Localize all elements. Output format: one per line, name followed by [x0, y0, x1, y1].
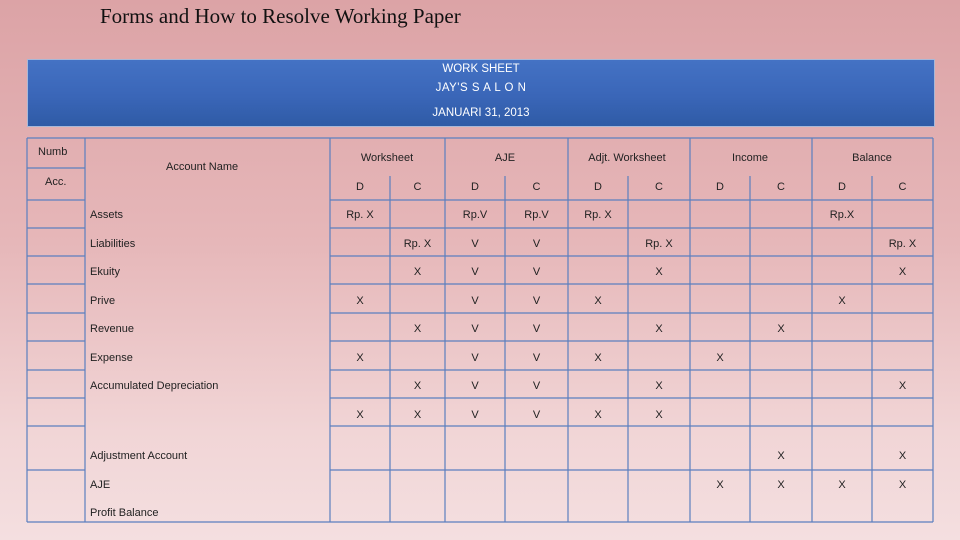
row-2-cell-2: V: [471, 266, 479, 278]
row-9-cell-9: X: [898, 479, 907, 491]
row-label-10: Profit Balance: [90, 507, 159, 519]
row-4-cell-2: V: [471, 323, 479, 335]
row-2-cell-3: V: [532, 266, 541, 278]
header-group-1: AJE: [494, 152, 516, 164]
page-title: Forms and How to Resolve Working Paper: [100, 4, 461, 28]
header-debit-4: D: [594, 181, 602, 193]
row-9-cell-8: X: [838, 479, 846, 491]
row-7-cell-0: X: [356, 409, 364, 421]
header-debit-2: D: [471, 181, 479, 193]
row-5-cell-3: V: [532, 352, 541, 364]
row-label-3: Prive: [90, 295, 116, 307]
header-numb: Numb: [38, 146, 68, 158]
row-0-cell-0: Rp. X: [346, 209, 374, 221]
header-credit-7: C: [777, 181, 785, 193]
row-1-cell-2: V: [471, 238, 479, 250]
row-6-cell-5: X: [655, 380, 663, 392]
row-7-cell-3: V: [532, 409, 541, 421]
row-3-cell-4: X: [594, 295, 602, 307]
header-debit-0: D: [356, 181, 364, 193]
row-label-2: Ekuity: [90, 266, 120, 278]
header-group-2: Adjt. Worksheet: [588, 152, 666, 164]
row-3-cell-0: X: [356, 295, 364, 307]
row-6-cell-3: V: [532, 380, 541, 392]
row-2-cell-5: X: [655, 266, 663, 278]
header-credit-5: C: [655, 181, 663, 193]
header-group-3: Income: [731, 152, 769, 164]
row-9-cell-6: X: [716, 479, 724, 491]
row-1-cell-9: Rp. X: [888, 238, 917, 250]
banner-line-company: JAY'S S A L O N: [435, 82, 527, 94]
header-group-4: Balance: [852, 152, 892, 164]
row-4-cell-1: X: [413, 323, 422, 335]
row-7-cell-5: X: [655, 409, 663, 421]
row-5-cell-0: X: [356, 352, 364, 364]
row-0-cell-4: Rp. X: [584, 209, 612, 221]
row-5-cell-6: X: [716, 352, 724, 364]
row-8-cell-9: X: [898, 450, 907, 462]
row-2-cell-9: X: [898, 266, 907, 278]
row-5-cell-4: X: [594, 352, 602, 364]
row-2-cell-1: X: [413, 266, 422, 278]
row-8-cell-7: X: [777, 450, 785, 462]
row-label-4: Revenue: [90, 323, 135, 335]
row-7-cell-2: V: [471, 409, 479, 421]
row-0-cell-3: Rp.V: [524, 209, 549, 221]
row-1-cell-1: Rp. X: [403, 238, 432, 250]
row-label-6: Accumulated Depreciation: [90, 380, 219, 392]
banner-line-date: JANUARI 31, 2013: [432, 107, 530, 119]
row-5-cell-2: V: [471, 352, 479, 364]
header-credit-9: C: [898, 181, 907, 193]
row-7-cell-4: X: [594, 409, 602, 421]
row-label-8: Adjustment Account: [90, 450, 188, 462]
row-6-cell-1: X: [413, 380, 422, 392]
row-3-cell-3: V: [532, 295, 541, 307]
row-3-cell-8: X: [838, 295, 846, 307]
header-acc: Acc.: [45, 176, 67, 188]
banner-line-worksheet: WORK SHEET: [442, 63, 520, 75]
row-label-1: Liabilities: [90, 238, 136, 250]
row-6-cell-2: V: [471, 380, 479, 392]
header-group-0: Worksheet: [360, 152, 414, 164]
row-1-cell-5: Rp. X: [645, 238, 673, 250]
row-label-9: AJE: [90, 479, 111, 491]
row-9-cell-7: X: [777, 479, 785, 491]
header-account-name: Account Name: [166, 161, 239, 173]
row-1-cell-3: V: [532, 238, 541, 250]
row-4-cell-5: X: [655, 323, 663, 335]
header-debit-8: D: [838, 181, 846, 193]
header-credit-3: C: [532, 181, 541, 193]
row-0-cell-8: Rp.X: [829, 209, 855, 221]
row-7-cell-1: X: [413, 409, 422, 421]
row-0-cell-2: Rp.V: [462, 209, 488, 221]
row-6-cell-9: X: [898, 380, 907, 392]
row-4-cell-7: X: [777, 323, 785, 335]
row-label-0: Assets: [90, 209, 124, 221]
row-3-cell-2: V: [471, 295, 479, 307]
header-credit-1: C: [413, 181, 422, 193]
row-4-cell-3: V: [532, 323, 541, 335]
header-debit-6: D: [716, 181, 724, 193]
row-label-5: Expense: [90, 352, 133, 364]
